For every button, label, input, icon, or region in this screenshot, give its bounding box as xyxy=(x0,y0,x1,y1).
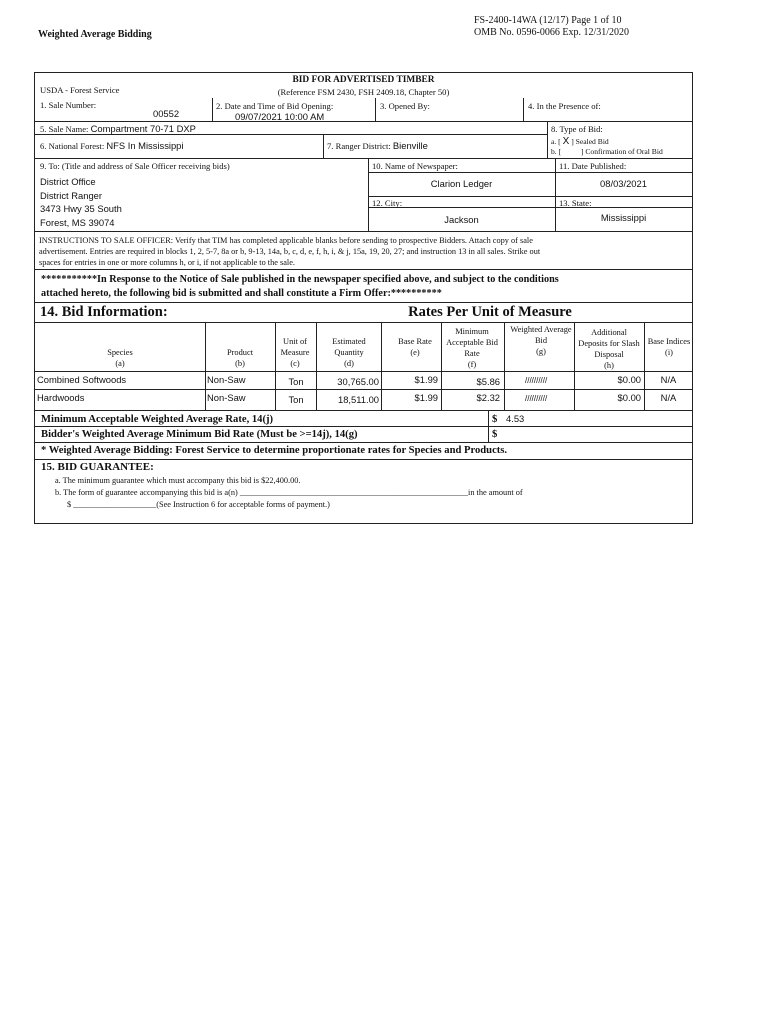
forest-field[interactable]: NFS In Mississippi xyxy=(106,140,184,151)
form-reference: (Reference FSM 2430, FSH 2409.18, Chapter 50) xyxy=(277,87,450,97)
instruction-line: advertisement. Entries are required in blocks 1, 2, 5-7, 8a or b, 9-13, 14a, b, c, d, e, f, h, i, & j, 15a, 19, 20, 27; and instruction 13 in all sales. Strike out xyxy=(39,247,541,256)
address-line: 3473 Hwy 35 South xyxy=(40,203,122,214)
column-header-base-indices: Base Indices (i) xyxy=(647,337,691,357)
newspaper-field[interactable]: Clarion Ledger xyxy=(430,178,493,189)
sale-name-field[interactable]: Compartment 70-71 DXP xyxy=(90,123,196,134)
address-line: Forest, MS 39074 xyxy=(40,216,115,228)
oral-bid-option[interactable] xyxy=(551,147,663,156)
presence-label: 4. In the Presence of: xyxy=(528,101,601,111)
bidder-rate-label: Bidder's Weighted Average Minimum Bid Rate (Must be >=14j), 14(g) xyxy=(41,429,358,440)
species-cell: Combined Softwoods xyxy=(37,374,127,385)
column-header-weighted-bid: Weighted Average Bid (g) xyxy=(510,325,572,356)
species-cell: Hardwoods xyxy=(37,392,85,403)
unit-cell: Ton xyxy=(288,394,304,405)
instruction-line: INSTRUCTIONS TO SALE OFFICER: Verify that TIM has completed applicable blanks before sending to prospective Bidders. Attach copy of sale xyxy=(39,236,533,245)
sale-name-label xyxy=(40,124,196,134)
sale-officer-label: 9. To: (Title and address of Sale Officer receiving bids) xyxy=(40,161,230,171)
sale-name-label-text: 5. Sale Name: xyxy=(40,124,89,134)
sealed-bid-option[interactable] xyxy=(551,137,609,146)
weighted-bid-cell[interactable]: ////////// xyxy=(525,394,548,403)
base-rate-cell: $1.99 xyxy=(414,392,438,403)
state-label: 13. State: xyxy=(559,198,592,208)
guarantee-minimum-line: a. The minimum guarantee which must accompany this bid is $22,400.00. xyxy=(55,476,301,485)
firm-offer-statement xyxy=(41,273,691,301)
bid-information-title: 14. Bid Information: xyxy=(40,304,168,320)
district-label xyxy=(327,141,428,151)
bid-form xyxy=(34,72,693,524)
instruction-line: spaces for entries in one or more columns h, or i, if not applicable to the sale. xyxy=(39,258,295,267)
bidder-rate-input[interactable] xyxy=(505,428,565,441)
bid-date-label: 2. Date and Time of Bid Opening: xyxy=(216,101,334,111)
city-label: 12. City: xyxy=(372,198,403,208)
column-header-species: Species (a) xyxy=(107,348,133,368)
document-title: Weighted Average Bidding xyxy=(38,29,152,40)
guarantee-amount-line[interactable]: $ ____________________(See Instruction 6 for acceptable forms of payment.) xyxy=(67,500,330,509)
unit-cell: Ton xyxy=(288,376,304,387)
slash-deposit-cell: $0.00 xyxy=(617,392,641,403)
oral-bid-prefix: b. [ xyxy=(551,147,562,156)
bid-guarantee-title: 15. BID GUARANTEE: xyxy=(41,461,154,473)
form-number-block xyxy=(474,15,629,38)
weighted-bidding-note: * Weighted Average Bidding: Forest Service to determine proportionate rates for Species and Products. xyxy=(41,445,508,456)
column-header-unit: Unit of Measure (c) xyxy=(280,337,310,368)
bid-date-field[interactable]: 09/07/2021 10:00 AM xyxy=(235,111,325,122)
base-rate-cell: $1.99 xyxy=(414,374,438,385)
column-header-min-rate: Minimum Acceptable Bid Rate (f) xyxy=(446,327,498,369)
firm-offer-line: ***********In Response to the Notice of Sale published in the newspaper specified above, and subject to the conditions xyxy=(41,274,559,285)
rates-per-unit-title: Rates Per Unit of Measure xyxy=(408,304,572,320)
min-rate-cell: $2.32 xyxy=(476,392,500,403)
quantity-cell[interactable]: 18,511.00 xyxy=(337,394,379,405)
district-field[interactable]: Bienville xyxy=(392,140,428,151)
sale-number-label: 1. Sale Number: xyxy=(40,100,97,110)
city-field[interactable]: Jackson xyxy=(444,214,479,225)
form-title: BID FOR ADVERTISED TIMBER xyxy=(292,75,435,85)
min-weighted-rate-value: 4.53 xyxy=(506,413,525,424)
min-rate-cell: $5.86 xyxy=(476,376,500,387)
forest-label-text: 6. National Forest: xyxy=(40,141,105,151)
bidder-rate-currency: $ xyxy=(492,429,498,440)
date-published-field[interactable]: 08/03/2021 xyxy=(600,178,647,189)
quantity-cell[interactable]: 30,765.00 xyxy=(337,376,379,387)
guarantee-form-line[interactable]: b. The form of guarantee accompanying this bid is a(n) _______________________________________________________in the amount of xyxy=(55,488,523,497)
column-header-base-rate: Base Rate (e) xyxy=(398,337,432,357)
state-field[interactable]: Mississippi xyxy=(600,212,647,223)
slash-deposit-cell: $0.00 xyxy=(617,374,641,385)
product-cell: Non-Saw xyxy=(207,374,246,385)
bid-type-label: 8. Type of Bid: xyxy=(551,124,603,134)
address-line: District Ranger xyxy=(40,189,102,201)
omb-number: OMB No. 0596-0066 Exp. 12/31/2020 xyxy=(474,26,629,38)
min-weighted-rate-currency: $ xyxy=(492,414,498,425)
min-weighted-rate-label: Minimum Acceptable Weighted Average Rate, 14(j) xyxy=(41,414,274,425)
sealed-bid-label: ] Sealed Bid xyxy=(571,137,609,146)
forest-label xyxy=(40,141,183,151)
sealed-bid-checkmark[interactable]: X xyxy=(562,136,570,147)
sale-officer-instructions xyxy=(39,235,689,268)
column-header-quantity: Estimated Quantity (d) xyxy=(332,337,366,368)
base-indices-cell: N/A xyxy=(660,374,677,385)
newspaper-label: 10. Name of Newspaper: xyxy=(372,161,458,171)
form-id: FS-2400-14WA (12/17) Page 1 of 10 xyxy=(474,15,622,26)
oral-bid-label: ] Confirmation of Oral Bid xyxy=(580,147,663,156)
sale-officer-address[interactable] xyxy=(40,175,122,229)
district-label-text: 7. Ranger District: xyxy=(327,141,391,151)
date-published-label: 11. Date Published: xyxy=(559,161,627,171)
sealed-bid-prefix: a. [ xyxy=(551,137,561,146)
weighted-bid-cell[interactable]: ////////// xyxy=(525,376,548,385)
column-header-slash-deposit: Additional Deposits for Slash Disposal (h) xyxy=(578,328,640,370)
firm-offer-line: attached hereto, the following bid is submitted and shall constitute a Firm Offer:********** xyxy=(41,288,442,299)
agency-name: USDA - Forest Service xyxy=(40,85,120,95)
base-indices-cell: N/A xyxy=(660,392,677,403)
product-cell: Non-Saw xyxy=(207,392,246,403)
column-header-product: Product (b) xyxy=(226,348,254,368)
address-line: District Office xyxy=(40,176,96,187)
sale-number-field[interactable]: 00552 xyxy=(153,108,180,119)
opened-by-label: 3. Opened By: xyxy=(380,101,430,111)
